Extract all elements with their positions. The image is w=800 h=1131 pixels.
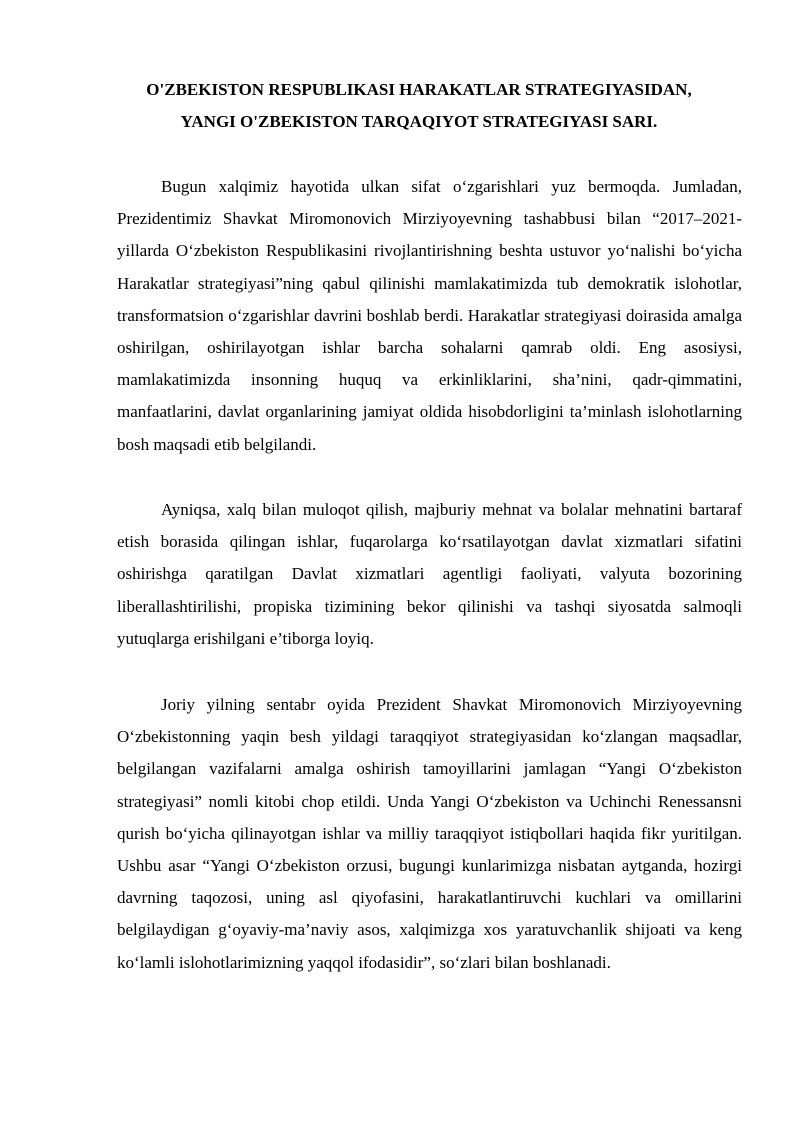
paragraph-3: Joriy yilning sentabr oyida Prezident Shavkat Miromonovich Mirziyoyevning O‘zbekistonning yaqin besh yildagi taraqqiyot strategiyasidan ko‘zlangan maqsadlar, belgilangan vazifalarni amalga oshirish tamoyillarini jamlagan “Yangi O‘zbekiston strategiyasi” nomli kitobi chop etildi. Unda Yangi O‘zbekiston va Uchinchi Renessansni qurish bo‘yicha qilinayotgan ishlar va milliy taraqqiyot istiqbollari haqida fikr yuritilgan. Ushbu asar “Yangi O‘zbekiston orzusi, bugungi kunlarimizga nisbatan aytganda, hozirgi davrning taqozosi, uning asl qiyofasini, harakatlantiruvchi kuchlari va omillarini belgilaydigan g‘oyaviy-ma’naviy asos, xalqimizga xos yaratuvchanlik shijoati va keng ko‘lamli islohotlarimizning yaqqol ifodasidir”, so‘zlari bilan boshlanadi.: [117, 695, 742, 972]
paragraph-2: Ayniqsa, xalq bilan muloqot qilish, majburiy mehnat va bolalar mehnatini bartaraf etish borasida qilingan ishlar, fuqarolarga ko‘rsatilayotgan davlat xizmatlari sifatini oshirishga qaratilgan Davlat xizmatlari agentligi faoliyati, valyuta bozorining liberallashtirilishi, propiska tizimining bekor qilinishi va tashqi siyosatda salmoqli yutuqlarga erishilgani e’tiborga loyiq.: [117, 500, 742, 648]
title-line-1: O'ZBEKISTON RESPUBLIKASI HARAKATLAR STRATEGIYASIDAN,: [146, 80, 692, 99]
paragraph-1: Bugun xalqimiz hayotida ulkan sifat o‘zgarishlari yuz bermoqda. Jumladan, Prezidentimiz Shavkat Miromonovich Mirziyoyevning tashabbusi bilan “2017–2021-yillarda O‘zbekiston Respublikasini rivojlantirishning beshta ustuvor yo‘nalishi bo‘yicha Harakatlar strategiyasi”ning qabul qilinishi mamlakatimizda tub demokratik islohotlar, transformatsion o‘zgarishlar davrini boshlab berdi. Harakatlar strategiyasi doirasida amalga oshirilgan, oshirilayotgan ishlar barcha sohalarni qamrab oldi. Eng asosiysi, mamlakatimizda insonning huquq va erkinliklarini, sha’nini, qadr-qimmatini, manfaatlarini, davlat organlarining jamiyat oldida hisobdorligini ta’minlash islohotlarning bosh maqsadi etib belgilandi.: [117, 177, 742, 454]
title-line-2: YANGI O'ZBEKISTON TARQAQIYOT STRATEGIYASI SARI.: [180, 112, 658, 131]
document-title: [96, 74, 742, 138]
